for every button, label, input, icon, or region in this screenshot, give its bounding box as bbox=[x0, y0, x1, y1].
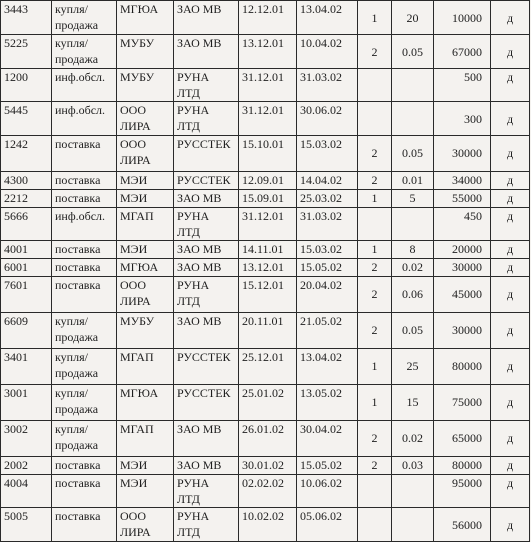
contract-type-cell: инф.обсл. bbox=[52, 102, 117, 136]
rate-cell: 0.06 bbox=[392, 277, 434, 313]
rate-cell bbox=[392, 508, 434, 542]
contract-code-cell: 3443 bbox=[1, 1, 52, 35]
contract-code-cell: 5005 bbox=[1, 508, 52, 542]
client-cell: МЭИ bbox=[117, 172, 174, 190]
unit-cell: д bbox=[491, 349, 530, 385]
amount-cell: 500 bbox=[434, 69, 491, 102]
supplier-cell: РУНА ЛТД bbox=[174, 508, 239, 542]
rate-cell bbox=[392, 208, 434, 241]
client-cell: ООО ЛИРА bbox=[117, 102, 174, 136]
amount-cell: 75000 bbox=[434, 385, 491, 421]
table-row bbox=[1, 35, 530, 69]
unit-cell: д bbox=[491, 508, 530, 542]
amount-cell: 80000 bbox=[434, 349, 491, 385]
start-date-cell: 15.12.01 bbox=[239, 277, 297, 313]
start-date-cell: 13.12.01 bbox=[239, 35, 297, 69]
supplier-cell: ЗАО МВ bbox=[174, 457, 239, 475]
start-date-cell: 30.01.02 bbox=[239, 457, 297, 475]
contract-code-cell: 3001 bbox=[1, 385, 52, 421]
start-date-cell: 20.11.01 bbox=[239, 313, 297, 349]
start-date-cell: 10.02.02 bbox=[239, 508, 297, 542]
rate-cell: 15 bbox=[392, 385, 434, 421]
amount-cell: 34000 bbox=[434, 172, 491, 190]
unit-cell: д bbox=[491, 421, 530, 457]
supplier-cell: РУНА ЛТД bbox=[174, 69, 239, 102]
start-date-cell: 25.01.02 bbox=[239, 385, 297, 421]
rate-cell: 0.02 bbox=[392, 421, 434, 457]
unit-cell: д bbox=[491, 475, 530, 508]
supplier-cell: РУССТЕК bbox=[174, 385, 239, 421]
client-cell: МГАП bbox=[117, 208, 174, 241]
contract-code-cell: 6001 bbox=[1, 259, 52, 277]
table-row bbox=[1, 241, 530, 259]
contract-code-cell: 4300 bbox=[1, 172, 52, 190]
unit-cell: д bbox=[491, 313, 530, 349]
contract-type-cell: поставка bbox=[52, 277, 117, 313]
quantity-cell: 2 bbox=[358, 277, 392, 313]
contract-code-cell: 6609 bbox=[1, 313, 52, 349]
end-date-cell: 21.05.02 bbox=[297, 313, 358, 349]
table-row bbox=[1, 259, 530, 277]
contract-code-cell: 1200 bbox=[1, 69, 52, 102]
end-date-cell: 31.03.02 bbox=[297, 69, 358, 102]
amount-cell: 20000 bbox=[434, 241, 491, 259]
contract-code-cell: 7601 bbox=[1, 277, 52, 313]
quantity-cell bbox=[358, 69, 392, 102]
table-row bbox=[1, 385, 530, 421]
client-cell: МГЮА bbox=[117, 1, 174, 35]
contract-code-cell: 5445 bbox=[1, 102, 52, 136]
unit-cell: д bbox=[491, 241, 530, 259]
quantity-cell: 1 bbox=[358, 385, 392, 421]
unit-cell: д bbox=[491, 385, 530, 421]
amount-cell: 10000 bbox=[434, 1, 491, 35]
table-row bbox=[1, 136, 530, 172]
rate-cell: 20 bbox=[392, 1, 434, 35]
unit-cell: д bbox=[491, 457, 530, 475]
unit-cell: д bbox=[491, 259, 530, 277]
contract-code-cell: 4004 bbox=[1, 475, 52, 508]
contract-type-cell: поставка bbox=[52, 190, 117, 208]
end-date-cell: 15.03.02 bbox=[297, 241, 358, 259]
table-row bbox=[1, 349, 530, 385]
amount-cell: 56000 bbox=[434, 508, 491, 542]
quantity-cell: 2 bbox=[358, 421, 392, 457]
start-date-cell: 26.01.02 bbox=[239, 421, 297, 457]
supplier-cell: ЗАО МВ bbox=[174, 421, 239, 457]
supplier-cell: ЗАО МВ bbox=[174, 259, 239, 277]
contract-type-cell: инф.обсл. bbox=[52, 208, 117, 241]
contract-type-cell: купля/ продажа bbox=[52, 1, 117, 35]
client-cell: МЭИ bbox=[117, 190, 174, 208]
table-row bbox=[1, 208, 530, 241]
end-date-cell: 05.06.02 bbox=[297, 508, 358, 542]
end-date-cell: 10.04.02 bbox=[297, 35, 358, 69]
supplier-cell: РУССТЕК bbox=[174, 349, 239, 385]
quantity-cell: 2 bbox=[358, 457, 392, 475]
contract-type-cell: инф.обсл. bbox=[52, 69, 117, 102]
quantity-cell: 2 bbox=[358, 313, 392, 349]
quantity-cell bbox=[358, 208, 392, 241]
contract-type-cell: поставка bbox=[52, 241, 117, 259]
start-date-cell: 14.11.01 bbox=[239, 241, 297, 259]
table-row bbox=[1, 102, 530, 136]
unit-cell: д bbox=[491, 69, 530, 102]
contract-code-cell: 2212 bbox=[1, 190, 52, 208]
contract-type-cell: купля/ продажа bbox=[52, 385, 117, 421]
amount-cell: 30000 bbox=[434, 259, 491, 277]
table-row bbox=[1, 1, 530, 35]
table-body bbox=[1, 1, 530, 542]
rate-cell: 5 bbox=[392, 190, 434, 208]
quantity-cell: 1 bbox=[358, 1, 392, 35]
client-cell: МУБУ bbox=[117, 313, 174, 349]
contract-type-cell: поставка bbox=[52, 475, 117, 508]
end-date-cell: 14.04.02 bbox=[297, 172, 358, 190]
contract-code-cell: 4001 bbox=[1, 241, 52, 259]
contract-type-cell: поставка bbox=[52, 136, 117, 172]
rate-cell: 0.05 bbox=[392, 136, 434, 172]
table-row bbox=[1, 313, 530, 349]
start-date-cell: 12.09.01 bbox=[239, 172, 297, 190]
unit-cell: д bbox=[491, 102, 530, 136]
amount-cell: 55000 bbox=[434, 190, 491, 208]
quantity-cell: 1 bbox=[358, 241, 392, 259]
amount-cell: 450 bbox=[434, 208, 491, 241]
contract-type-cell: поставка bbox=[52, 457, 117, 475]
end-date-cell: 15.05.02 bbox=[297, 259, 358, 277]
client-cell: МГЮА bbox=[117, 385, 174, 421]
rate-cell: 8 bbox=[392, 241, 434, 259]
client-cell: МГЮА bbox=[117, 259, 174, 277]
start-date-cell: 15.10.01 bbox=[239, 136, 297, 172]
quantity-cell bbox=[358, 102, 392, 136]
end-date-cell: 13.04.02 bbox=[297, 349, 358, 385]
end-date-cell: 13.04.02 bbox=[297, 1, 358, 35]
supplier-cell: ЗАО МВ bbox=[174, 1, 239, 35]
unit-cell: д bbox=[491, 190, 530, 208]
client-cell: МЭИ bbox=[117, 457, 174, 475]
contract-code-cell: 2002 bbox=[1, 457, 52, 475]
contract-type-cell: купля/ продажа bbox=[52, 313, 117, 349]
table-row bbox=[1, 277, 530, 313]
start-date-cell: 31.12.01 bbox=[239, 69, 297, 102]
table-row bbox=[1, 457, 530, 475]
end-date-cell: 15.03.02 bbox=[297, 136, 358, 172]
client-cell: МГАП bbox=[117, 421, 174, 457]
client-cell: МГАП bbox=[117, 349, 174, 385]
rate-cell bbox=[392, 69, 434, 102]
supplier-cell: ЗАО МВ bbox=[174, 35, 239, 69]
supplier-cell: РУССТЕК bbox=[174, 172, 239, 190]
table-row bbox=[1, 172, 530, 190]
amount-cell: 300 bbox=[434, 102, 491, 136]
rate-cell: 0.03 bbox=[392, 457, 434, 475]
quantity-cell: 1 bbox=[358, 349, 392, 385]
contract-code-cell: 5666 bbox=[1, 208, 52, 241]
amount-cell: 45000 bbox=[434, 277, 491, 313]
quantity-cell: 1 bbox=[358, 190, 392, 208]
quantity-cell bbox=[358, 508, 392, 542]
contract-type-cell: купля/ продажа bbox=[52, 421, 117, 457]
client-cell: МУБУ bbox=[117, 69, 174, 102]
unit-cell: д bbox=[491, 172, 530, 190]
supplier-cell: РУССТЕК bbox=[174, 136, 239, 172]
rate-cell bbox=[392, 475, 434, 508]
contract-type-cell: поставка bbox=[52, 508, 117, 542]
contract-type-cell: купля/ продажа bbox=[52, 349, 117, 385]
end-date-cell: 10.06.02 bbox=[297, 475, 358, 508]
contract-code-cell: 3401 bbox=[1, 349, 52, 385]
rate-cell: 0.02 bbox=[392, 259, 434, 277]
unit-cell: д bbox=[491, 277, 530, 313]
end-date-cell: 20.04.02 bbox=[297, 277, 358, 313]
start-date-cell: 31.12.01 bbox=[239, 208, 297, 241]
start-date-cell: 15.09.01 bbox=[239, 190, 297, 208]
rate-cell: 0.01 bbox=[392, 172, 434, 190]
rate-cell: 25 bbox=[392, 349, 434, 385]
amount-cell: 65000 bbox=[434, 421, 491, 457]
quantity-cell: 2 bbox=[358, 136, 392, 172]
supplier-cell: ЗАО МВ bbox=[174, 241, 239, 259]
end-date-cell: 13.05.02 bbox=[297, 385, 358, 421]
contract-code-cell: 5225 bbox=[1, 35, 52, 69]
contract-type-cell: поставка bbox=[52, 172, 117, 190]
supplier-cell: РУНА ЛТД bbox=[174, 475, 239, 508]
supplier-cell: ЗАО МВ bbox=[174, 190, 239, 208]
rate-cell: 0.05 bbox=[392, 35, 434, 69]
client-cell: МУБУ bbox=[117, 35, 174, 69]
table-row bbox=[1, 190, 530, 208]
end-date-cell: 31.03.02 bbox=[297, 208, 358, 241]
unit-cell: д bbox=[491, 1, 530, 35]
unit-cell: д bbox=[491, 136, 530, 172]
amount-cell: 95000 bbox=[434, 475, 491, 508]
amount-cell: 30000 bbox=[434, 136, 491, 172]
client-cell: ООО ЛИРА bbox=[117, 508, 174, 542]
start-date-cell: 12.12.01 bbox=[239, 1, 297, 35]
quantity-cell: 2 bbox=[358, 172, 392, 190]
contract-code-cell: 1242 bbox=[1, 136, 52, 172]
contract-type-cell: купля/ продажа bbox=[52, 35, 117, 69]
supplier-cell: ЗАО МВ bbox=[174, 313, 239, 349]
end-date-cell: 30.04.02 bbox=[297, 421, 358, 457]
amount-cell: 30000 bbox=[434, 313, 491, 349]
unit-cell: д bbox=[491, 35, 530, 69]
start-date-cell: 25.12.01 bbox=[239, 349, 297, 385]
end-date-cell: 25.03.02 bbox=[297, 190, 358, 208]
client-cell: МЭИ bbox=[117, 241, 174, 259]
table-row bbox=[1, 421, 530, 457]
quantity-cell: 2 bbox=[358, 35, 392, 69]
start-date-cell: 31.12.01 bbox=[239, 102, 297, 136]
amount-cell: 80000 bbox=[434, 457, 491, 475]
quantity-cell bbox=[358, 475, 392, 508]
end-date-cell: 30.06.02 bbox=[297, 102, 358, 136]
end-date-cell: 15.05.02 bbox=[297, 457, 358, 475]
client-cell: ООО ЛИРА bbox=[117, 277, 174, 313]
rate-cell bbox=[392, 102, 434, 136]
client-cell: ООО ЛИРА bbox=[117, 136, 174, 172]
client-cell: МЭИ bbox=[117, 475, 174, 508]
table-row bbox=[1, 69, 530, 102]
contract-type-cell: поставка bbox=[52, 259, 117, 277]
start-date-cell: 02.02.02 bbox=[239, 475, 297, 508]
supplier-cell: РУНА ЛТД bbox=[174, 277, 239, 313]
contract-code-cell: 3002 bbox=[1, 421, 52, 457]
quantity-cell: 2 bbox=[358, 259, 392, 277]
table-row bbox=[1, 475, 530, 508]
supplier-cell: РУНА ЛТД bbox=[174, 208, 239, 241]
amount-cell: 67000 bbox=[434, 35, 491, 69]
unit-cell: д bbox=[491, 208, 530, 241]
supplier-cell: РУНА ЛТД bbox=[174, 102, 239, 136]
start-date-cell: 13.12.01 bbox=[239, 259, 297, 277]
rate-cell: 0.05 bbox=[392, 313, 434, 349]
table-row bbox=[1, 508, 530, 542]
